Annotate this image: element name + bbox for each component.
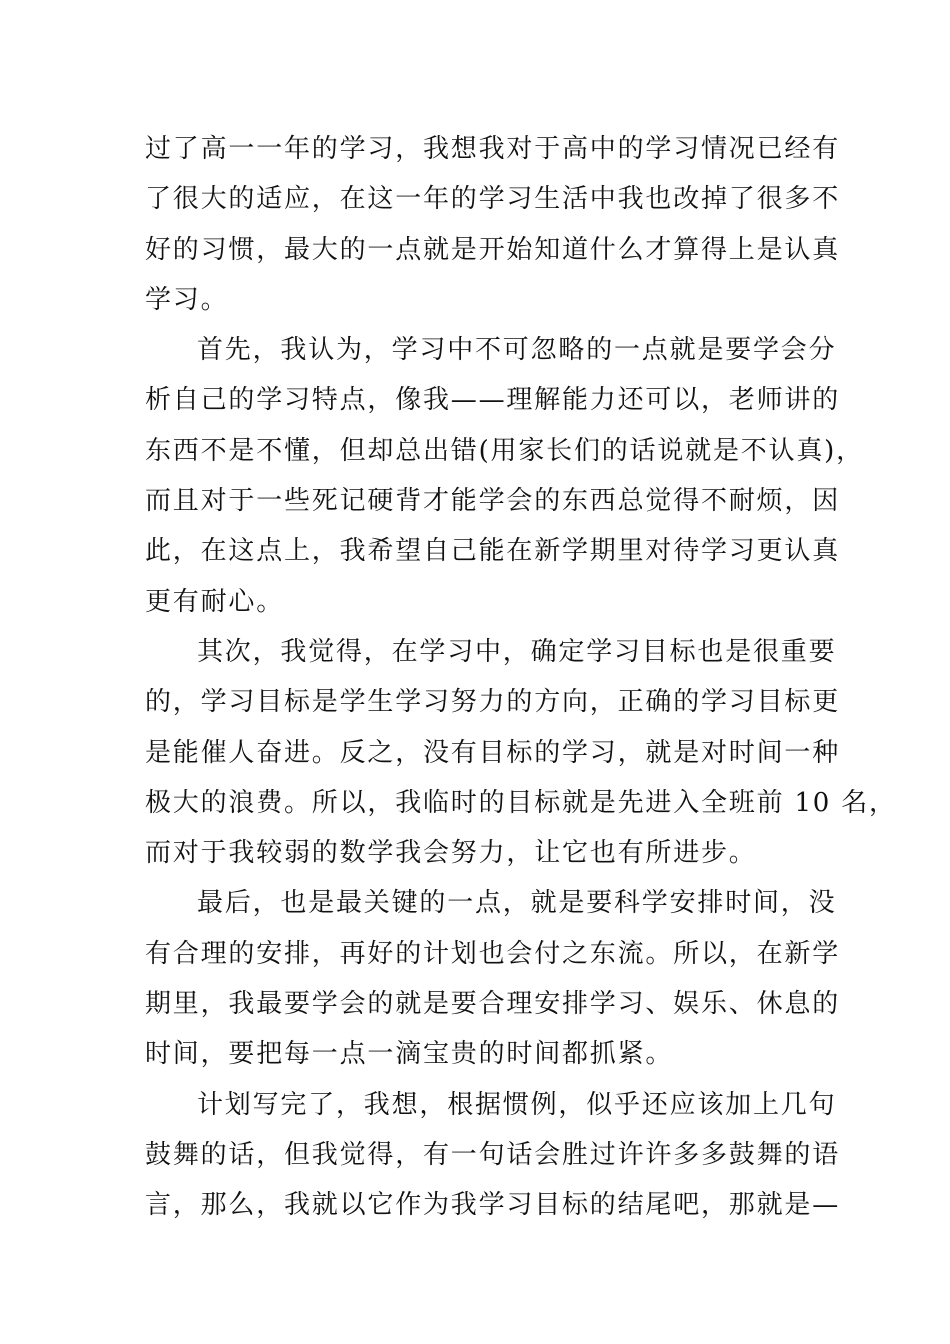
text-line: 过了高一一年的学习，我想我对于高中的学习情况已经有 xyxy=(145,134,841,164)
text-line: 好的习惯，最大的一点就是开始知道什么才算得上是认真 xyxy=(145,234,841,265)
text-line: 最后，也是最关键的一点，就是要科学安排时间，没 xyxy=(197,888,837,919)
text-line: 有合理的安排，再好的计划也会付之东流。所以，在新学 xyxy=(145,938,841,969)
text-line: 极大的浪费。所以，我临时的目标就是先进入全班前 10 名， xyxy=(145,787,897,818)
text-line: 其次，我觉得，在学习中，确定学习目标也是很重要 xyxy=(197,636,837,667)
text-line: 了很大的适应，在这一年的学习生活中我也改掉了很多不 xyxy=(145,184,841,215)
text-line: 而对于我较弱的数学我会努力，让它也有所进步。 xyxy=(145,838,757,869)
text-line: 期里，我最要学会的就是要合理安排学习、娱乐、休息的 xyxy=(145,989,841,1020)
text-line: 更有耐心。 xyxy=(145,586,285,617)
text-line: 东西不是不懂，但却总出错(用家长们的话说就是不认真)， xyxy=(145,435,864,466)
text-line: 是能催人奋进。反之，没有目标的学习，就是对时间一种 xyxy=(145,737,841,768)
text-line: 学习。 xyxy=(145,284,229,315)
text-line: 而且对于一些死记硬背才能学会的东西总觉得不耐烦，因 xyxy=(145,486,841,517)
text-line: 言，那么，我就以它作为我学习目标的结尾吧，那就是— xyxy=(145,1190,841,1221)
document-body xyxy=(145,124,897,1231)
text-line: 析自己的学习特点，像我——理解能力还可以，老师讲的 xyxy=(145,385,841,416)
text-line: 时间，要把每一点一滴宝贵的时间都抓紧。 xyxy=(145,1039,674,1070)
text-line: 此，在这点上，我希望自己能在新学期里对待学习更认真 xyxy=(145,536,841,567)
text-line: 鼓舞的话，但我觉得，有一句话会胜过许许多多鼓舞的语 xyxy=(145,1139,841,1170)
text-line: 的，学习目标是学生学习努力的方向，正确的学习目标更 xyxy=(145,687,841,718)
text-line: 计划写完了，我想，根据惯例，似乎还应该加上几句 xyxy=(197,1089,837,1120)
text-line: 首先，我认为，学习中不可忽略的一点就是要学会分 xyxy=(197,335,837,366)
